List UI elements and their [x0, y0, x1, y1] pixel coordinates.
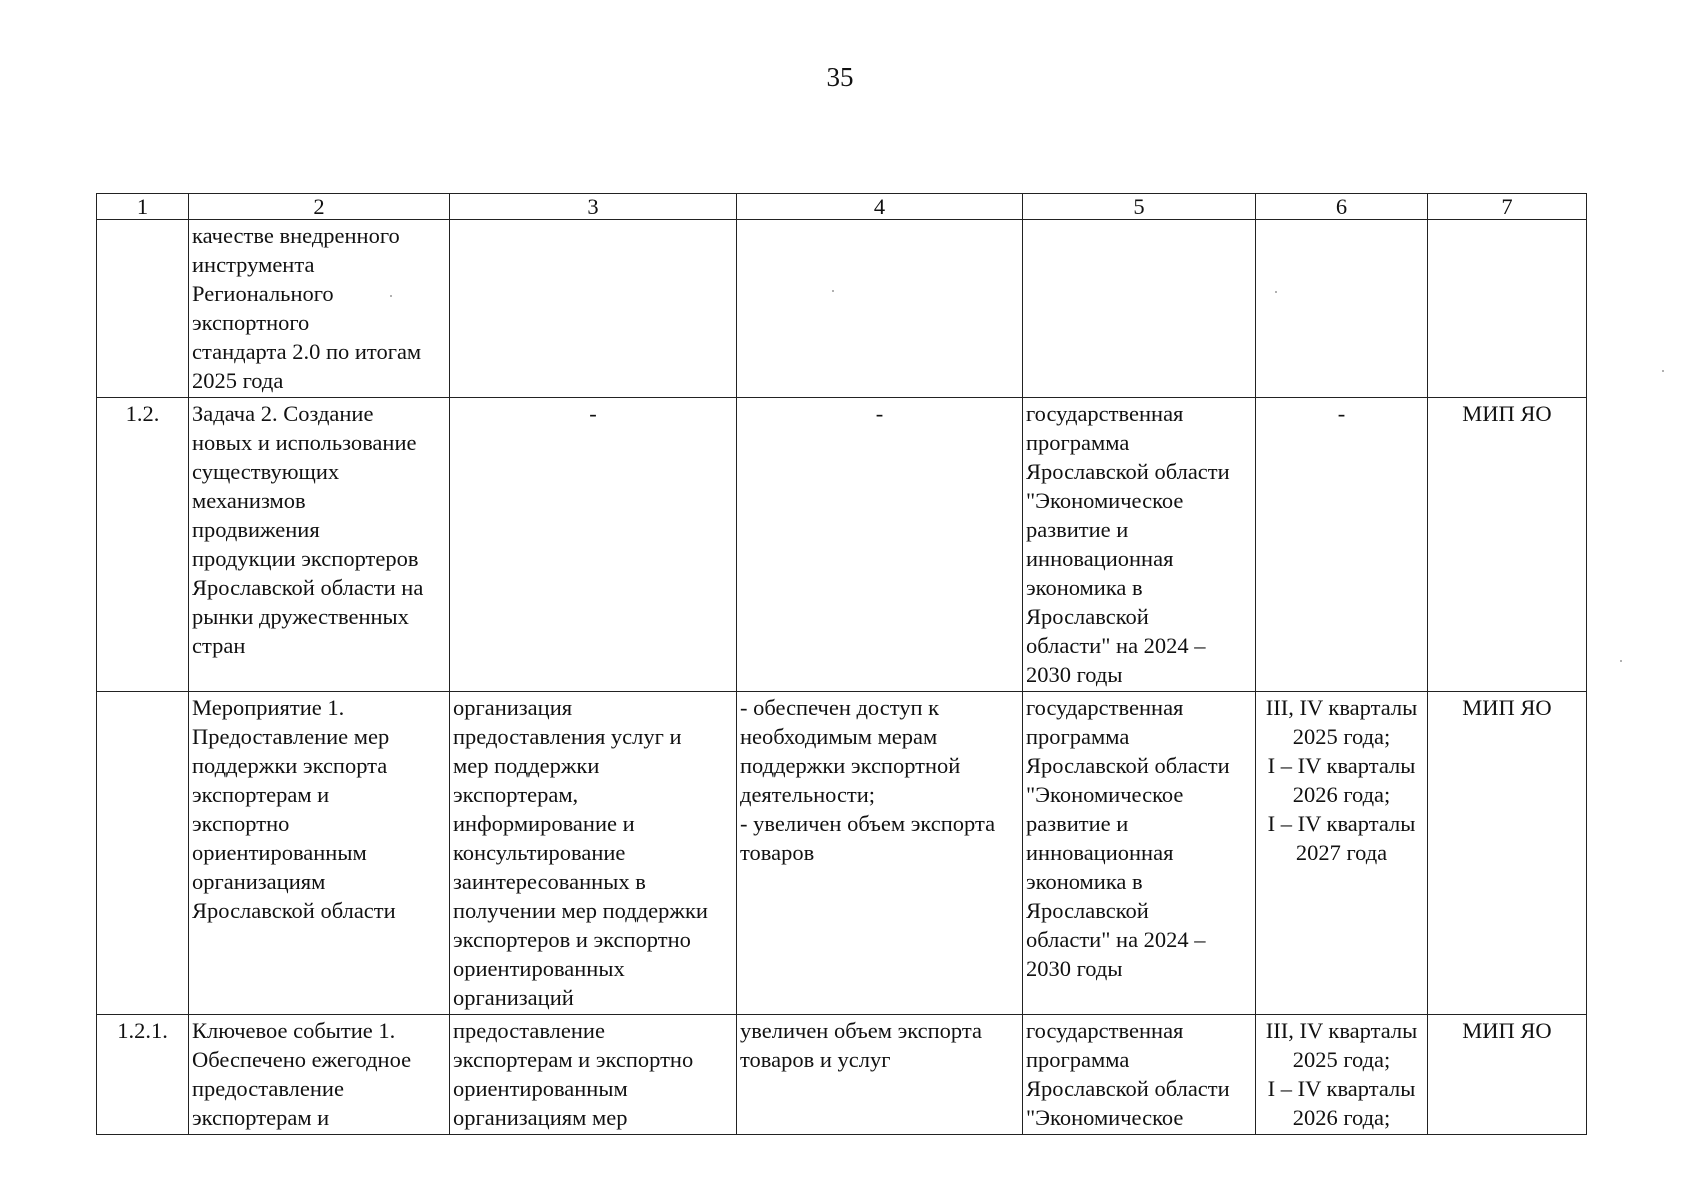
column-header: 4 [737, 194, 1023, 220]
table-row [97, 220, 1587, 398]
row-number-cell: 1.2. [97, 398, 189, 692]
period-cell: III, IV кварталы 2025 года; I – IV кварталы 2026 года; I – IV кварталы 2027 года [1256, 692, 1428, 1015]
column-header: 3 [450, 194, 737, 220]
table-cell: предоставление экспортерам и экспортно ориентированным организациям мер [450, 1015, 737, 1135]
column-header: 1 [97, 194, 189, 220]
table-row [97, 398, 1587, 692]
scan-speck [390, 295, 392, 297]
program-cell: государственная программа Ярославской области "Экономическое [1023, 1015, 1256, 1135]
program-cell: государственная программа Ярославской области "Экономическое развитие и инновационная экономика в Ярославской области" на 2024 – 2030 годы [1023, 692, 1256, 1015]
row-number-cell [97, 692, 189, 1015]
responsible-cell: МИП ЯО [1428, 1015, 1587, 1135]
description-cell: качестве внедренного инструмента Регионального экспортного стандарта 2.0 по итогам 2025 года [189, 220, 450, 398]
column-header: 2 [189, 194, 450, 220]
description-cell: Задача 2. Создание новых и использование существующих механизмов продвижения продукции экспортеров Ярославской области на рынки дружественных стран [189, 398, 450, 692]
table-cell [737, 220, 1023, 398]
table-row [97, 1015, 1587, 1135]
scan-speck [1275, 291, 1277, 293]
table-cell: увеличен объем экспорта товаров и услуг [737, 1015, 1023, 1135]
column-header: 7 [1428, 194, 1587, 220]
table-cell: - [737, 398, 1023, 692]
table-cell: организация предоставления услуг и мер поддержки экспортерам, информирование и консультирование заинтересованных в получении мер поддержки экспортеров и экспортно ориентированных организаций [450, 692, 737, 1015]
period-cell: III, IV кварталы 2025 года; I – IV кварталы 2026 года; [1256, 1015, 1428, 1135]
table-cell [1428, 220, 1587, 398]
responsible-cell: МИП ЯО [1428, 398, 1587, 692]
column-header: 6 [1256, 194, 1428, 220]
page-number: 35 [826, 62, 854, 92]
scan-speck [1662, 370, 1664, 372]
description-cell: Мероприятие 1. Предоставление мер поддержки экспорта экспортерам и экспортно ориентированным организациям Ярославской области [189, 692, 450, 1015]
table-header-row [97, 194, 1587, 220]
row-number-cell [97, 220, 189, 398]
table-cell [1023, 220, 1256, 398]
table-cell: - [450, 398, 737, 692]
scan-speck [1620, 660, 1622, 662]
column-header: 5 [1023, 194, 1256, 220]
table-cell [1256, 220, 1428, 398]
period-cell: - [1256, 398, 1428, 692]
description-cell: Ключевое событие 1. Обеспечено ежегодное предоставление экспортерам и [189, 1015, 450, 1135]
responsible-cell: МИП ЯО [1428, 692, 1587, 1015]
program-cell: государственная программа Ярославской области "Экономическое развитие и инновационная экономика в Ярославской области" на 2024 – 2030 годы [1023, 398, 1256, 692]
table-row [97, 692, 1587, 1015]
plan-table [96, 193, 1587, 1135]
table-cell: - обеспечен доступ к необходимым мерам поддержки экспортной деятельности; - увеличен объем экспорта товаров [737, 692, 1023, 1015]
table-cell [450, 220, 737, 398]
scan-speck [832, 290, 834, 292]
row-number-cell: 1.2.1. [97, 1015, 189, 1135]
